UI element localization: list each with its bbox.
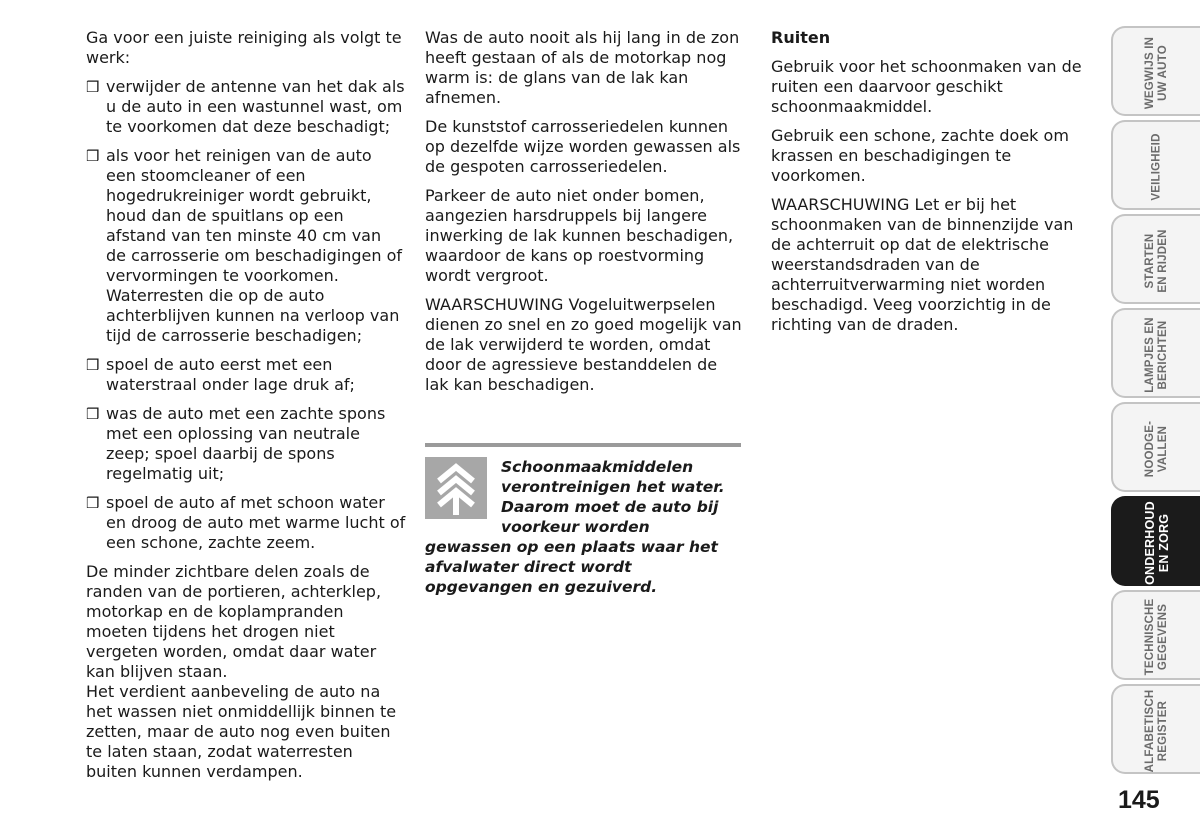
tab-label: VEILIGHEID (1150, 133, 1163, 201)
section-heading: Ruiten (771, 28, 831, 47)
list-item (86, 355, 406, 395)
tab-veiligheid[interactable] (1111, 120, 1200, 210)
checkbox-bullet-icon: ❒ (86, 405, 100, 423)
tab-label: LAMPJES EN BERICHTEN (1144, 317, 1169, 393)
tab-label: STARTEN EN RIJDEN (1144, 229, 1169, 293)
tab-technische[interactable] (1111, 590, 1200, 680)
tree-icon (425, 457, 487, 519)
paragraph: Parkeer de auto niet onder bomen, aangezien harsdruppels bij langere inwerking de lak kunnen beschadigen, waardoor de kans op roestvorming wordt vergroot. (425, 186, 734, 285)
environment-note-text: Schoonmaakmiddelen verontreinigen het water. Daarom moet de auto bij voorkeur worden gewassen op een plaats waar het afvalwater direct wordt opgevangen en gezuiverd. (425, 458, 725, 596)
list-item (86, 404, 406, 484)
tab-starten[interactable] (1111, 214, 1200, 304)
checkbox-bullet-icon: ❒ (86, 494, 100, 512)
list-item-text: spoel de auto af met schoon water en droog de auto met warme lucht of een schone, zachte zeem. (106, 493, 406, 552)
paragraph: De kunststof carrosseriedelen kunnen op dezelfde wijze worden gewassen als de gespoten carrosseriedelen. (425, 117, 741, 176)
warning-paragraph: WAARSCHUWING Vogeluitwerpselen dienen zo snel en zo goed mogelijk van de lak verwijderd te worden, omdat door de agressieve bestanddelen de lak kan beschadigen. (425, 295, 742, 394)
list-item (86, 493, 406, 553)
checkbox-bullet-icon: ❒ (86, 147, 100, 165)
column-middle (425, 28, 743, 404)
warning-paragraph: WAARSCHUWING Let er bij het schoonmaken van de binnenzijde van de achterruit op dat de elektrische weerstandsdraden van de achterruitverwarming niet worden beschadigd. Veeg voorzichtig in de richting van de draden. (771, 195, 1074, 334)
list-item-text: als voor het reinigen van de auto een stoomcleaner of een hogedrukreiniger wordt gebruikt, houd dan de spuitlans op een afstand van ten minste 40 cm van de carrosserie om beschadigingen of vervormingen te voorkomen. Waterresten die op de auto achterblijven kunnen na verloop van tijd de carrosserie beschadigen; (106, 146, 402, 345)
list-item-text: spoel de auto eerst met een waterstraal onder lage druk af; (106, 355, 355, 394)
list-item-text: verwijder de antenne van het dak als u de auto in een wastunnel wast, om te voorkomen dat deze beschadigt; (106, 77, 405, 136)
page-number: 145 (1118, 786, 1160, 814)
tab-label: WEGWIJS IN UW AUTO (1144, 36, 1169, 110)
list-item (86, 77, 406, 137)
checkbox-bullet-icon: ❒ (86, 356, 100, 374)
tab-onderhoud[interactable] (1111, 496, 1200, 586)
tab-label: ALFABETISCH REGISTER (1144, 689, 1169, 773)
environment-note (425, 443, 741, 597)
tab-lampjes[interactable] (1111, 308, 1200, 398)
column-right (771, 28, 1086, 344)
tab-noodgevallen[interactable] (1111, 402, 1200, 492)
tab-label: ONDERHOUD EN ZORG (1143, 501, 1171, 585)
paragraph: Gebruik een schone, zachte doek om krassen en beschadigingen te voorkomen. (771, 126, 1069, 185)
list-item (86, 146, 406, 346)
tab-label: TECHNISCHE GEGEVENS (1144, 598, 1169, 676)
paragraph: De minder zichtbare delen zoals de randen van de portieren, achterklep, motorkap en de koplampranden moeten tijdens het drogen niet vergeten worden, omdat daar water kan blijven staan. (86, 562, 382, 681)
column-left (86, 28, 406, 791)
paragraph: Was de auto nooit als hij lang in de zon heeft gestaan of als de motorkap nog warm is: de glans van de lak kan afnemen. (425, 28, 740, 107)
tab-wegwijs[interactable] (1111, 26, 1200, 116)
tab-label: NOODGE- VALLEN (1144, 420, 1169, 478)
checkbox-bullet-icon: ❒ (86, 78, 100, 96)
paragraph: Het verdient aanbeveling de auto na het wassen niet onmiddellijk binnen te zetten, maar de auto nog even buiten te laten staan, zodat waterresten buiten kunnen verdampen. (86, 682, 397, 781)
tab-register[interactable] (1111, 684, 1200, 774)
list-item-text: was de auto met een zachte spons met een oplossing van neutrale zeep; spoel daarbij de spons regelmatig uit; (106, 404, 386, 483)
intro-text: Ga voor een juiste reiniging als volgt te werk: (86, 28, 402, 67)
paragraph: Gebruik voor het schoonmaken van de ruiten een daarvoor geschikt schoonmaakmiddel. (771, 57, 1082, 116)
